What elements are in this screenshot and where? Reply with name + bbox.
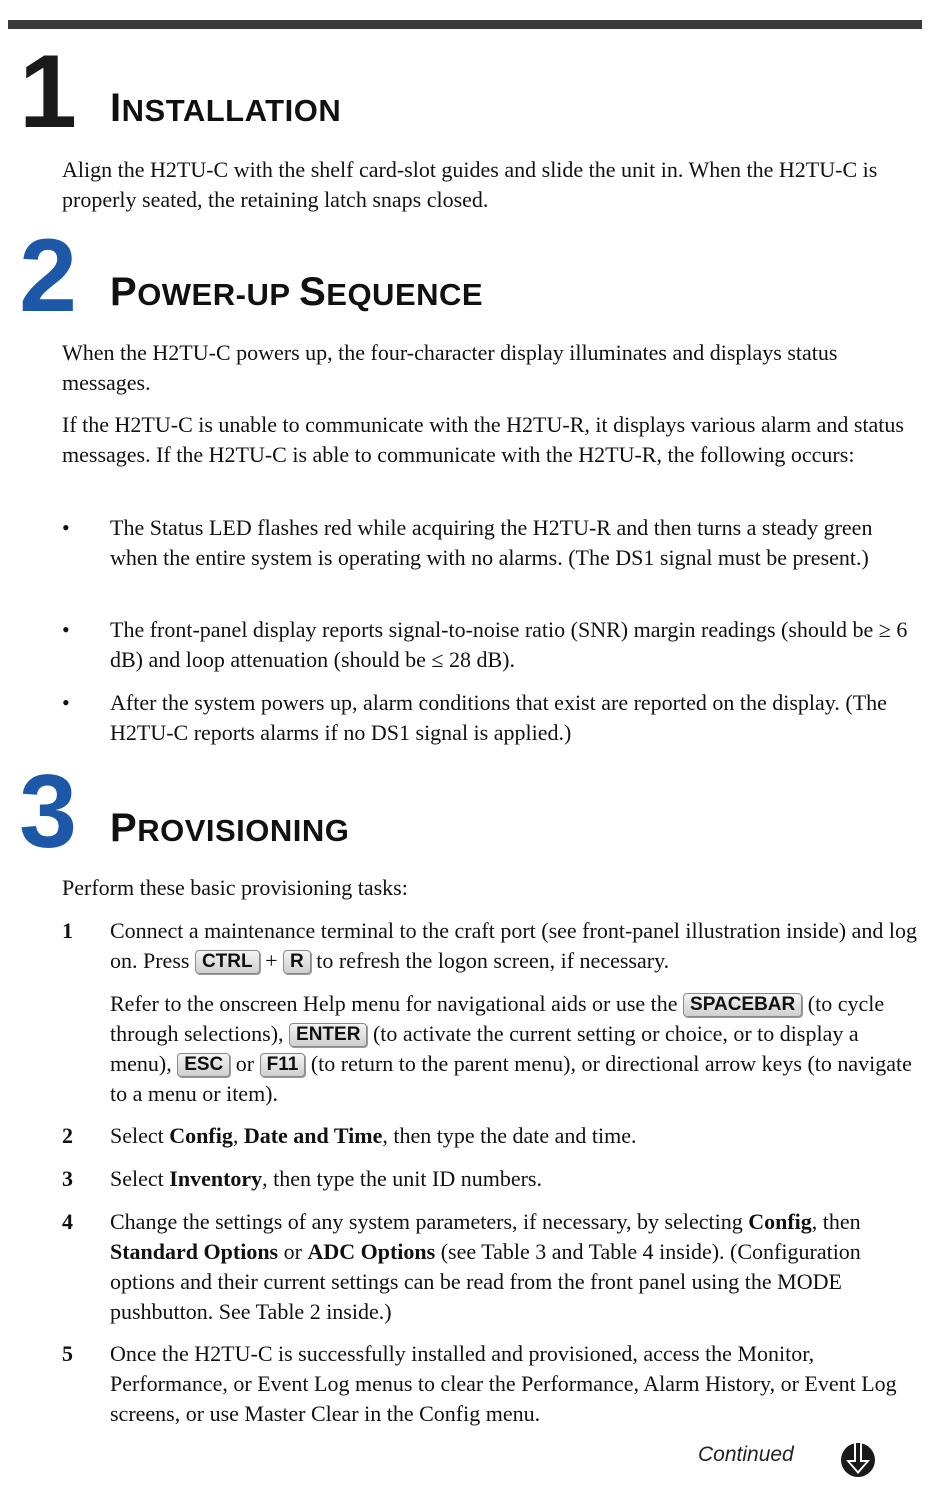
step-number: 1	[62, 918, 73, 943]
step-number: 2	[62, 1123, 73, 1148]
ctrl-key: CTRL	[195, 950, 260, 974]
esc-key: ESC	[177, 1053, 230, 1077]
section-3-title: PROVISIONING	[110, 806, 350, 850]
step-3-text: Select Inventory, then type the unit ID numbers.	[110, 1166, 542, 1191]
bullet-marker: •	[62, 515, 70, 540]
step-number: 4	[62, 1209, 73, 1234]
top-rule	[8, 20, 922, 29]
powerup-paragraph-1: When the H2TU-C powers up, the four-character display illuminates and displays status messages.	[62, 340, 838, 395]
section-3-number: 3	[19, 754, 77, 870]
step-number: 5	[62, 1341, 73, 1366]
installation-paragraph: Align the H2TU-C with the shelf card-slot guides and slide the unit in. When the H2TU-C is properly seated, the retaining latch snaps closed.	[62, 157, 878, 212]
section-2-title: POWER-UP SEQUENCE	[110, 270, 484, 314]
bullet-item: The front-panel display reports signal-to-noise ratio (SNR) margin readings (should be ≥ 6 dB) and loop attenuation (should be ≤ 28 dB).	[110, 617, 908, 672]
bullet-item: The Status LED flashes red while acquiring the H2TU-R and then turns a steady green when the entire system is operating with no alarms. (The DS1 signal must be present.)	[110, 515, 873, 570]
step-5-text: Once the H2TU-C is successfully installed and provisioned, access the Monitor, Performance, or Event Log menus to clear the Performance, Alarm History, or Event Log screens, or use Master Clear in the Config menu.	[110, 1341, 897, 1426]
step-4-text: Change the settings of any system parameters, if necessary, by selecting Config, then Standard Options or ADC Options (see Table 3 and Table 4 inside). (Configuration options and their current settings can be read from the front panel using the MODE pushbutton. See Table 2 inside.)	[110, 1209, 861, 1324]
bullet-marker: •	[62, 617, 70, 642]
step-1-help-text: Refer to the onscreen Help menu for navigational aids or use the SPACEBAR (to cycle through selections), ENTER (to activate the current setting or choice, or to display a menu), ESC or F11 (to return to the parent menu), or directional arrow keys (to navigate to a menu or item).	[110, 991, 912, 1106]
section-2-number: 2	[19, 218, 77, 334]
step-number: 3	[62, 1166, 73, 1191]
step-1-text: Connect a maintenance terminal to the craft port (see front-panel illustration inside) and log on. Press CTRL + R to refresh the logon screen, if necessary.	[110, 918, 917, 973]
provisioning-intro: Perform these basic provisioning tasks:	[62, 875, 408, 900]
step-2-text: Select Config, Date and Time, then type the date and time.	[110, 1123, 637, 1148]
bullet-item: After the system powers up, alarm conditions that exist are reported on the display. (The H2TU-C reports alarms if no DS1 signal is applied.)	[110, 690, 887, 745]
spacebar-key: SPACEBAR	[683, 993, 802, 1017]
down-arrow-circle-icon	[838, 1440, 878, 1480]
section-1-title: INSTALLATION	[110, 86, 342, 130]
r-key: R	[283, 950, 311, 974]
powerup-paragraph-2: If the H2TU-C is unable to communicate with the H2TU-R, it displays various alarm and status messages. If the H2TU-C is able to communicate with the H2TU-R, the following occurs:	[62, 412, 904, 467]
f11-key: F11	[260, 1053, 306, 1077]
continued-label: Continued	[698, 1443, 794, 1466]
bullet-marker: •	[62, 690, 70, 715]
section-1-number: 1	[19, 34, 77, 150]
enter-key: ENTER	[289, 1023, 367, 1047]
